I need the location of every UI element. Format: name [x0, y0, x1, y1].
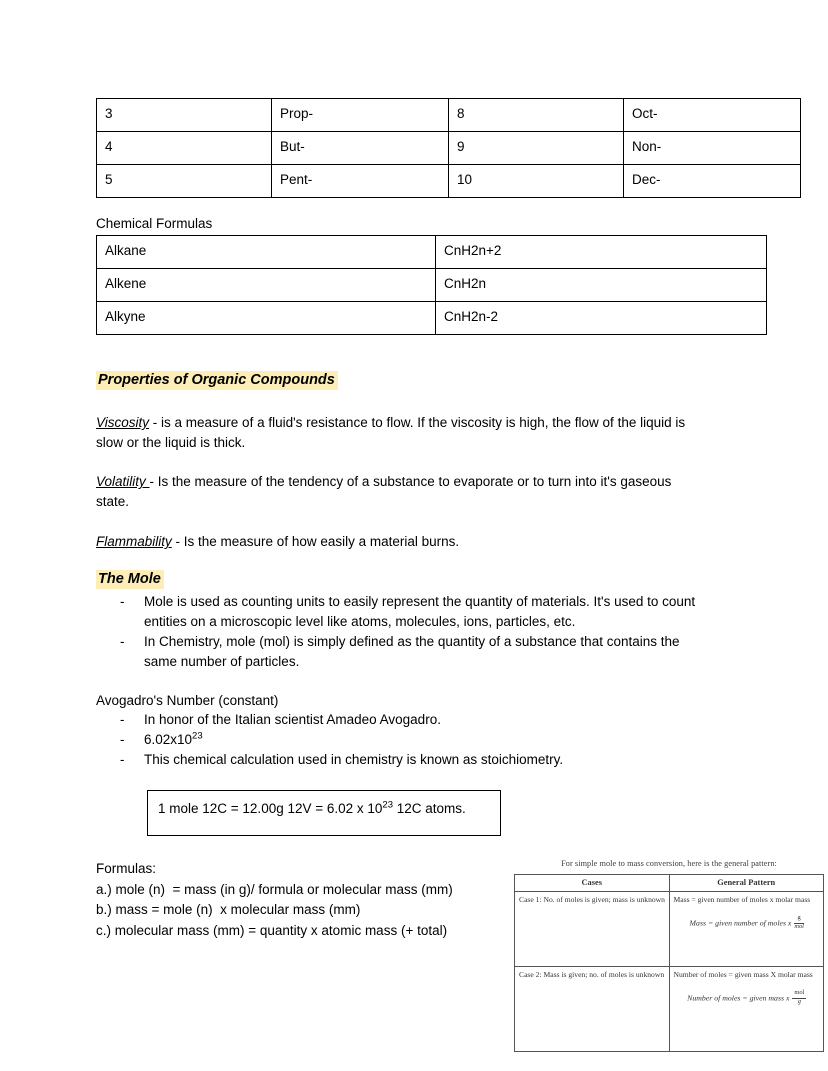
term-viscosity: Viscosity	[96, 415, 150, 430]
mole-equation-part1: 1 mole 12C = 12.00g 12V = 6.02 x 10	[158, 801, 383, 816]
table-cell: CnH2n-2	[436, 302, 767, 335]
case-1-equation-lead: Mass = given number of moles x	[689, 918, 794, 928]
formula-line-c: c.) molecular mass (mm) = quantity x atomic mass (+ total)	[96, 922, 448, 938]
table-cell: 4	[97, 132, 272, 165]
formulas-label: Formulas:	[96, 861, 157, 876]
the-mole-heading	[96, 570, 164, 589]
dash-bullet-icon: -	[120, 634, 125, 649]
avogadro-number-exponent: 23	[192, 730, 203, 742]
table-cell: 5	[97, 165, 272, 198]
prefix-number-table	[96, 98, 801, 198]
table-cell: Prop-	[272, 99, 449, 132]
chemical-formulas-table	[96, 235, 767, 335]
mole-equation-box	[147, 790, 501, 836]
chemical-formulas-label: Chemical Formulas	[96, 216, 213, 231]
paragraph-volatility	[96, 472, 696, 512]
list-item	[96, 750, 696, 770]
case-2-fraction	[792, 990, 806, 1005]
mole-conversion-table	[514, 874, 824, 1052]
table-row	[97, 269, 767, 302]
fraction-numerator: mol	[792, 990, 806, 998]
table-cell: CnH2n+2	[436, 236, 767, 269]
dash-bullet-icon: -	[120, 752, 125, 767]
table-cell: Non-	[624, 132, 801, 165]
case-2-equation-lead: Number of moles = given mass x	[687, 993, 792, 1003]
list-item-text: Mole is used as counting units to easily represent the quantity of materials. It's used to count entities on a microscopic level like atoms, molecules, ions, particles, etc.	[144, 594, 696, 629]
table-row	[97, 165, 801, 198]
the-mole-heading-text: The Mole	[96, 570, 164, 589]
table-cell: Alkane	[97, 236, 436, 269]
list-item-avogadro-number	[96, 730, 696, 750]
case-1-equation	[674, 916, 821, 931]
formula-line-a: a.) mole (n) = mass (in g)/ formula or molecular mass (mm)	[96, 881, 453, 897]
list-item-text: In Chemistry, mole (mol) is simply defined as the quantity of a substance that contains the same number of particles.	[144, 634, 680, 669]
column-header-general-pattern: General Pattern	[669, 874, 824, 891]
dash-bullet-icon: -	[120, 712, 125, 727]
table-row	[97, 99, 801, 132]
list-item	[96, 710, 696, 730]
case-1-pattern	[669, 891, 824, 966]
mole-conversion-figure	[514, 859, 824, 1052]
term-volatility: Volatility	[96, 474, 150, 489]
table-cell: CnH2n	[436, 269, 767, 302]
paragraph-viscosity	[96, 413, 696, 453]
case-2-equation	[674, 991, 821, 1006]
case-1-pattern-text: Mass = given number of moles x molar mass	[673, 894, 811, 904]
case-2-pattern	[669, 966, 824, 1051]
term-flammability: Flammability	[96, 534, 172, 549]
fraction-denominator: mol	[794, 923, 804, 931]
table-cell: 9	[449, 132, 624, 165]
properties-heading-text: Properties of Organic Compounds	[96, 371, 338, 390]
fraction-denominator: g	[797, 998, 801, 1006]
mole-equation-exponent: 23	[382, 799, 393, 811]
table-row	[97, 236, 767, 269]
list-item-text: This chemical calculation used in chemistry is known as stoichiometry.	[144, 752, 564, 767]
definition-volatility: - Is the measure of the tendency of a substance to evaporate or to turn into it's gaseous state.	[96, 474, 672, 509]
definition-viscosity: - is a measure of a fluid's resistance to flow. If the viscosity is high, the flow of the liquid is slow or the liquid is thick.	[96, 415, 686, 450]
list-item-text: In honor of the Italian scientist Amadeo Avogadro.	[144, 712, 441, 727]
table-cell: Pent-	[272, 165, 449, 198]
table-cell: Alkyne	[97, 302, 436, 335]
case-1-description: Case 1: No. of moles is given; mass is unknown	[515, 891, 670, 966]
table-cell: But-	[272, 132, 449, 165]
table-cell: Oct-	[624, 99, 801, 132]
table-cell: 3	[97, 99, 272, 132]
column-header-cases: Cases	[515, 874, 670, 891]
formula-line-b: b.) mass = mole (n) x molecular mass (mm)	[96, 902, 361, 917]
list-item	[96, 592, 696, 632]
mole-bullet-list	[96, 592, 696, 672]
avogadro-bullet-list	[96, 710, 696, 770]
mole-equation-part2: 12C atoms.	[393, 801, 466, 816]
case-1-fraction	[794, 915, 804, 930]
avogadro-number-base: 6.02x10	[144, 732, 193, 747]
dash-bullet-icon: -	[120, 732, 125, 747]
definition-flammability: - Is the measure of how easily a material burns.	[171, 534, 460, 549]
table-cell: 10	[449, 165, 624, 198]
table-row	[97, 302, 767, 335]
table-row	[515, 966, 824, 1051]
paragraph-flammability	[96, 532, 696, 552]
avogadro-label: Avogadro's Number (constant)	[96, 693, 279, 708]
figure-caption: For simple mole to mass conversion, here is the general pattern:	[561, 859, 777, 868]
table-cell: Dec-	[624, 165, 801, 198]
table-header-row	[515, 874, 824, 891]
table-cell: 8	[449, 99, 624, 132]
dash-bullet-icon: -	[120, 594, 125, 609]
table-row	[515, 891, 824, 966]
formulas-block	[96, 859, 516, 941]
fraction-numerator: g	[794, 915, 804, 923]
properties-heading	[96, 371, 338, 390]
table-row	[97, 132, 801, 165]
case-2-description: Case 2: Mass is given; no. of moles is unknown	[515, 966, 670, 1051]
case-2-pattern-text: Number of moles = given mass X molar mass	[673, 969, 813, 979]
list-item	[96, 632, 696, 672]
table-cell: Alkene	[97, 269, 436, 302]
